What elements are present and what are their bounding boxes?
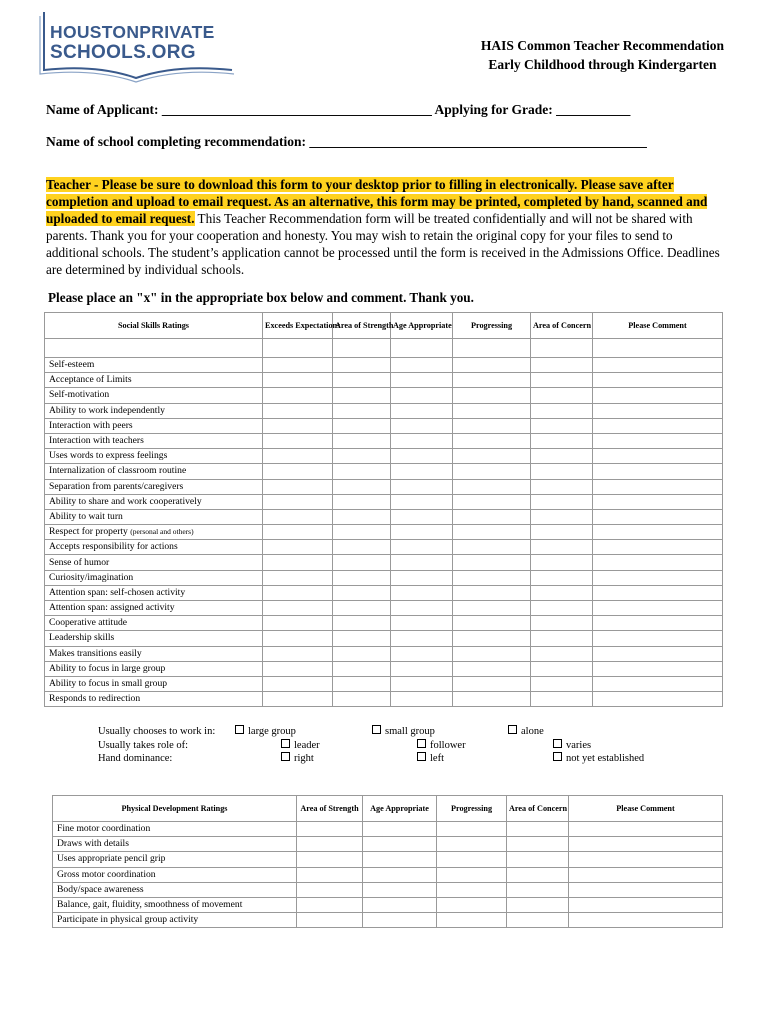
rating-label: Balance, gait, fluidity, smoothness of movement [53, 897, 297, 912]
rating-label: Ability to focus in large group [45, 661, 263, 676]
rating-cell[interactable] [391, 403, 453, 418]
rating-cell[interactable] [363, 897, 437, 912]
rating-label: Participate in physical group activity [53, 913, 297, 928]
rating-cell[interactable] [297, 837, 363, 852]
col-header: Physical Development Ratings [53, 796, 297, 822]
rating-cell[interactable] [391, 418, 453, 433]
rating-cell[interactable] [263, 403, 333, 418]
rating-cell[interactable] [263, 540, 333, 555]
rating-cell[interactable] [263, 525, 333, 540]
rating-cell[interactable] [263, 464, 333, 479]
physical-table-header [53, 796, 723, 822]
rating-cell[interactable] [593, 358, 723, 373]
rating-cell[interactable] [453, 433, 531, 448]
option-varies[interactable]: varies [553, 739, 591, 753]
rating-cell[interactable] [437, 822, 507, 837]
table-row [45, 403, 723, 418]
table-row [45, 358, 723, 373]
form-header [481, 36, 724, 74]
table-cell[interactable] [263, 339, 333, 358]
rating-cell[interactable] [593, 555, 723, 570]
table-row [45, 449, 723, 464]
rating-cell[interactable] [453, 464, 531, 479]
rating-label: Accepts responsibility for actions [45, 540, 263, 555]
rating-cell[interactable] [297, 882, 363, 897]
checkbox[interactable] [553, 752, 562, 761]
rating-cell[interactable] [593, 433, 723, 448]
instruction-text: Please place an "x" in the appropriate box below and comment. Thank you. [48, 290, 474, 305]
rating-cell[interactable] [531, 661, 593, 676]
rating-cell[interactable] [333, 479, 391, 494]
col-header: Please Comment [593, 313, 723, 339]
table-row [53, 852, 723, 867]
rating-cell[interactable] [263, 692, 333, 707]
rating-cell[interactable] [391, 631, 453, 646]
col-header: Social Skills Ratings [45, 313, 263, 339]
col-header: Exceeds Expectations [263, 313, 333, 339]
rating-cell[interactable] [391, 358, 453, 373]
rating-cell[interactable] [263, 358, 333, 373]
table-row [45, 540, 723, 555]
rating-cell[interactable] [531, 449, 593, 464]
rating-cell[interactable] [391, 676, 453, 691]
rating-cell[interactable] [593, 479, 723, 494]
work-label: Usually chooses to work in: [98, 726, 216, 737]
rating-cell[interactable] [531, 479, 593, 494]
rating-label: Ability to share and work cooperatively [45, 494, 263, 509]
rating-label: Self-motivation [45, 388, 263, 403]
rating-cell[interactable] [263, 631, 333, 646]
rating-label: Internalization of classroom routine [45, 464, 263, 479]
checkbox[interactable] [281, 739, 290, 748]
rating-cell[interactable] [437, 897, 507, 912]
rating-cell[interactable] [297, 852, 363, 867]
col-header: Area of Concern [507, 796, 569, 822]
table-cell [45, 339, 263, 358]
rating-cell[interactable] [593, 388, 723, 403]
rating-cell[interactable] [263, 555, 333, 570]
rating-cell[interactable] [593, 449, 723, 464]
rating-label: Ability to focus in small group [45, 676, 263, 691]
option-small-group[interactable]: small group [372, 725, 435, 739]
rating-cell[interactable] [297, 897, 363, 912]
table-row [45, 676, 723, 691]
rating-cell[interactable] [391, 494, 453, 509]
rating-label: Sense of humor [45, 555, 263, 570]
rating-cell[interactable] [333, 464, 391, 479]
rating-cell[interactable] [531, 494, 593, 509]
rating-note: (personal and others) [130, 527, 194, 537]
rating-cell[interactable] [437, 852, 507, 867]
rating-cell[interactable] [507, 882, 569, 897]
rating-cell[interactable] [453, 570, 531, 585]
rating-cell[interactable] [531, 570, 593, 585]
rating-cell[interactable] [453, 601, 531, 616]
rating-cell[interactable] [263, 509, 333, 524]
rating-label: Attention span: self-chosen activity [45, 585, 263, 600]
rating-cell[interactable] [391, 479, 453, 494]
rating-cell[interactable] [297, 867, 363, 882]
table-row [53, 897, 723, 912]
option-not-yet-established[interactable]: not yet established [553, 752, 644, 766]
rating-cell[interactable] [593, 661, 723, 676]
rating-cell[interactable] [531, 358, 593, 373]
rating-cell[interactable] [569, 822, 723, 837]
rating-cell[interactable] [333, 509, 391, 524]
rating-cell[interactable] [333, 661, 391, 676]
rating-cell[interactable] [391, 525, 453, 540]
rating-cell[interactable] [531, 646, 593, 661]
rating-cell[interactable] [391, 616, 453, 631]
table-row [45, 661, 723, 676]
rating-cell[interactable] [297, 913, 363, 928]
hand-label: Hand dominance: [98, 753, 173, 765]
checkbox[interactable] [417, 752, 426, 761]
rating-cell[interactable] [453, 676, 531, 691]
rating-cell[interactable] [333, 433, 391, 448]
rating-cell[interactable] [453, 585, 531, 600]
rating-cell[interactable] [593, 403, 723, 418]
school-name-line[interactable]: Name of school completing recommendation: __________________________________________________ [46, 134, 647, 149]
rating-label: Gross motor coordination [53, 867, 297, 882]
rating-cell[interactable] [363, 837, 437, 852]
rating-label: Ability to work independently [45, 403, 263, 418]
table-row [45, 692, 723, 707]
table-row [45, 585, 723, 600]
table-row [45, 373, 723, 388]
rating-cell[interactable] [531, 525, 593, 540]
houston-private-schools-logo [36, 8, 236, 84]
rating-cell[interactable] [453, 373, 531, 388]
rating-cell[interactable] [593, 646, 723, 661]
rating-cell[interactable] [391, 540, 453, 555]
checkbox[interactable] [281, 752, 290, 761]
table-spacer-row [45, 339, 723, 358]
rating-cell[interactable] [263, 494, 333, 509]
rating-label: Fine motor coordination [53, 822, 297, 837]
col-header: Progressing [437, 796, 507, 822]
col-header: Area of Strength [297, 796, 363, 822]
rating-cell[interactable] [453, 525, 531, 540]
rating-cell[interactable] [333, 616, 391, 631]
applicant-name-line[interactable]: Name of Applicant: ________________________________________ Applying for Grade: ___________ [46, 102, 631, 117]
table-row [45, 494, 723, 509]
table-row [53, 867, 723, 882]
option-large-group[interactable]: large group [235, 725, 296, 739]
rating-cell[interactable] [333, 358, 391, 373]
rating-cell[interactable] [569, 852, 723, 867]
rating-cell[interactable] [593, 631, 723, 646]
rating-cell[interactable] [507, 852, 569, 867]
rating-cell[interactable] [593, 585, 723, 600]
rating-cell[interactable] [593, 616, 723, 631]
table-row [45, 418, 723, 433]
rating-label: Interaction with peers [45, 418, 263, 433]
rating-cell[interactable] [453, 661, 531, 676]
rating-cell[interactable] [391, 601, 453, 616]
rating-cell[interactable] [569, 913, 723, 928]
option-leader[interactable]: leader [281, 739, 320, 753]
rating-cell[interactable] [333, 555, 391, 570]
rating-cell[interactable] [453, 418, 531, 433]
rating-cell[interactable] [531, 555, 593, 570]
rating-label: Separation from parents/caregivers [45, 479, 263, 494]
rating-cell[interactable] [437, 882, 507, 897]
rating-cell[interactable] [263, 479, 333, 494]
rating-label: Acceptance of Limits [45, 373, 263, 388]
option-alone[interactable]: alone [508, 725, 544, 739]
rating-cell[interactable] [333, 525, 391, 540]
option-follower[interactable]: follower [417, 739, 466, 753]
checkbox[interactable] [235, 725, 244, 734]
rating-cell[interactable] [453, 692, 531, 707]
rating-cell[interactable] [531, 676, 593, 691]
rating-cell[interactable] [531, 601, 593, 616]
rating-label: Cooperative attitude [45, 616, 263, 631]
table-row [45, 555, 723, 570]
rating-cell[interactable] [453, 494, 531, 509]
rating-label: Attention span: assigned activity [45, 601, 263, 616]
rating-cell[interactable] [507, 897, 569, 912]
rating-cell[interactable] [333, 403, 391, 418]
rating-cell[interactable] [333, 449, 391, 464]
table-cell[interactable] [391, 339, 453, 358]
table-row [53, 913, 723, 928]
rating-cell[interactable] [363, 822, 437, 837]
rating-label: Leadership skills [45, 631, 263, 646]
option-left[interactable]: left [417, 752, 444, 766]
rating-cell[interactable] [531, 464, 593, 479]
rating-cell[interactable] [263, 418, 333, 433]
rating-cell[interactable] [593, 601, 723, 616]
rating-cell[interactable] [263, 585, 333, 600]
checkbox[interactable] [553, 739, 562, 748]
rating-cell[interactable] [507, 822, 569, 837]
rating-cell[interactable] [333, 631, 391, 646]
col-header: Please Comment [569, 796, 723, 822]
intro-body-text: This Teacher Recommendation form will be treated confidentially and will not be shared with parents. Thank you for your cooperation and honesty. You may wish to retain the original copy for your files to send to additional schools. The student’s application cannot be processed until the form is received in the Admissions Office. Deadlines are determined by individual schools. [46, 211, 720, 277]
col-header: Area of Concern [531, 313, 593, 339]
rating-cell[interactable] [453, 449, 531, 464]
rating-label: Curiosity/imagination [45, 570, 263, 585]
table-row [53, 882, 723, 897]
rating-cell[interactable] [507, 867, 569, 882]
intro-paragraph [46, 176, 724, 278]
table-row [45, 601, 723, 616]
rating-cell[interactable] [453, 479, 531, 494]
rating-cell[interactable] [333, 601, 391, 616]
rating-cell[interactable] [333, 585, 391, 600]
rating-cell[interactable] [391, 692, 453, 707]
checkbox[interactable] [508, 725, 517, 734]
rating-cell[interactable] [453, 555, 531, 570]
table-cell[interactable] [453, 339, 531, 358]
rating-cell[interactable] [593, 509, 723, 524]
table-row [45, 479, 723, 494]
rating-cell[interactable] [391, 509, 453, 524]
rating-cell[interactable] [531, 585, 593, 600]
col-header: Area of Strength [333, 313, 391, 339]
rating-label: Uses appropriate pencil grip [53, 852, 297, 867]
rating-cell[interactable] [263, 601, 333, 616]
role-label: Usually takes role of: [98, 739, 189, 751]
table-row [45, 433, 723, 448]
rating-cell[interactable] [363, 852, 437, 867]
rating-cell[interactable] [437, 867, 507, 882]
col-header: Progressing [453, 313, 531, 339]
intro-highlighted-text: Teacher - Please be sure to download this form to your desktop prior to filling in electronically. Please save after completion and upload to email request. As an alternative, this form may be printed, completed by hand, scanned and uploaded to email request. [46, 177, 708, 226]
rating-cell[interactable] [333, 692, 391, 707]
rating-cell[interactable] [333, 570, 391, 585]
rating-cell[interactable] [531, 418, 593, 433]
rating-cell[interactable] [531, 540, 593, 555]
rating-cell[interactable] [333, 388, 391, 403]
rating-cell[interactable] [531, 616, 593, 631]
rating-cell[interactable] [333, 373, 391, 388]
rating-label: Interaction with teachers [45, 433, 263, 448]
rating-cell[interactable] [363, 913, 437, 928]
form-title: HAIS Common Teacher Recommendation [480, 38, 724, 53]
rating-cell[interactable] [437, 913, 507, 928]
table-row [45, 525, 723, 540]
table-row [45, 388, 723, 403]
rating-cell[interactable] [391, 373, 453, 388]
rating-cell[interactable] [263, 661, 333, 676]
rating-cell[interactable] [569, 867, 723, 882]
rating-cell[interactable] [507, 837, 569, 852]
rating-cell[interactable] [391, 646, 453, 661]
rating-label: Respect for property (personal and others) [45, 525, 263, 540]
rating-cell[interactable] [593, 464, 723, 479]
rating-cell[interactable] [263, 373, 333, 388]
rating-cell[interactable] [453, 509, 531, 524]
rating-cell[interactable] [263, 616, 333, 631]
rating-cell[interactable] [453, 631, 531, 646]
rating-cell[interactable] [531, 692, 593, 707]
rating-cell[interactable] [593, 494, 723, 509]
checkbox[interactable] [417, 739, 426, 748]
rating-label: Uses words to express feelings [45, 449, 263, 464]
rating-cell[interactable] [453, 646, 531, 661]
rating-cell[interactable] [569, 837, 723, 852]
rating-label: Makes transitions easily [45, 646, 263, 661]
table-cell[interactable] [333, 339, 391, 358]
rating-cell[interactable] [531, 403, 593, 418]
table-row [45, 509, 723, 524]
rating-cell[interactable] [593, 418, 723, 433]
rating-cell[interactable] [593, 676, 723, 691]
rating-cell[interactable] [453, 403, 531, 418]
rating-cell[interactable] [453, 616, 531, 631]
rating-label: Ability to wait turn [45, 509, 263, 524]
rating-cell[interactable] [531, 433, 593, 448]
logo-line-2: SCHOOLS.ORG [50, 42, 196, 63]
rating-cell[interactable] [391, 661, 453, 676]
table-row [45, 464, 723, 479]
rating-cell[interactable] [363, 867, 437, 882]
rating-cell[interactable] [363, 882, 437, 897]
option-right[interactable]: right [281, 752, 314, 766]
checkbox[interactable] [372, 725, 381, 734]
table-row [45, 646, 723, 661]
logo-line-1: HOUSTONPRIVATE [50, 22, 215, 42]
rating-label: Responds to redirection [45, 692, 263, 707]
rating-cell[interactable] [333, 646, 391, 661]
form-subtitle: Early Childhood through Kindergarten [488, 57, 717, 72]
rating-cell[interactable] [391, 464, 453, 479]
rating-cell[interactable] [569, 882, 723, 897]
rating-cell[interactable] [391, 570, 453, 585]
table-cell[interactable] [593, 339, 723, 358]
rating-cell[interactable] [263, 449, 333, 464]
social-skills-table [44, 312, 723, 707]
rating-cell[interactable] [263, 676, 333, 691]
rating-cell[interactable] [593, 570, 723, 585]
rating-cell[interactable] [333, 418, 391, 433]
rating-cell[interactable] [593, 692, 723, 707]
rating-cell[interactable] [333, 494, 391, 509]
rating-cell[interactable] [453, 358, 531, 373]
rating-cell[interactable] [531, 631, 593, 646]
rating-cell[interactable] [333, 540, 391, 555]
rating-cell[interactable] [263, 646, 333, 661]
rating-cell[interactable] [263, 570, 333, 585]
physical-development-table [52, 795, 723, 928]
rating-cell[interactable] [531, 388, 593, 403]
rating-cell[interactable] [453, 388, 531, 403]
rating-cell[interactable] [391, 388, 453, 403]
rating-cell[interactable] [333, 676, 391, 691]
rating-cell[interactable] [531, 373, 593, 388]
table-cell[interactable] [531, 339, 593, 358]
rating-cell[interactable] [391, 433, 453, 448]
rating-cell[interactable] [593, 373, 723, 388]
table-row [53, 837, 723, 852]
col-header: Age Appropriate [391, 313, 453, 339]
col-header: Age Appropriate [363, 796, 437, 822]
rating-cell[interactable] [531, 509, 593, 524]
table-row [45, 570, 723, 585]
rating-cell[interactable] [569, 897, 723, 912]
rating-label: Body/space awareness [53, 882, 297, 897]
rating-cell[interactable] [263, 388, 333, 403]
rating-label: Draws with details [53, 837, 297, 852]
rating-cell[interactable] [391, 555, 453, 570]
rating-cell[interactable] [391, 585, 453, 600]
rating-cell[interactable] [391, 449, 453, 464]
rating-cell[interactable] [593, 540, 723, 555]
rating-cell[interactable] [263, 433, 333, 448]
table-row [53, 822, 723, 837]
rating-label: Self-esteem [45, 358, 263, 373]
rating-cell[interactable] [453, 540, 531, 555]
rating-cell[interactable] [297, 822, 363, 837]
social-table-header [45, 313, 723, 339]
rating-cell[interactable] [437, 837, 507, 852]
rating-cell[interactable] [593, 525, 723, 540]
rating-cell[interactable] [507, 913, 569, 928]
table-row [45, 631, 723, 646]
table-row [45, 616, 723, 631]
